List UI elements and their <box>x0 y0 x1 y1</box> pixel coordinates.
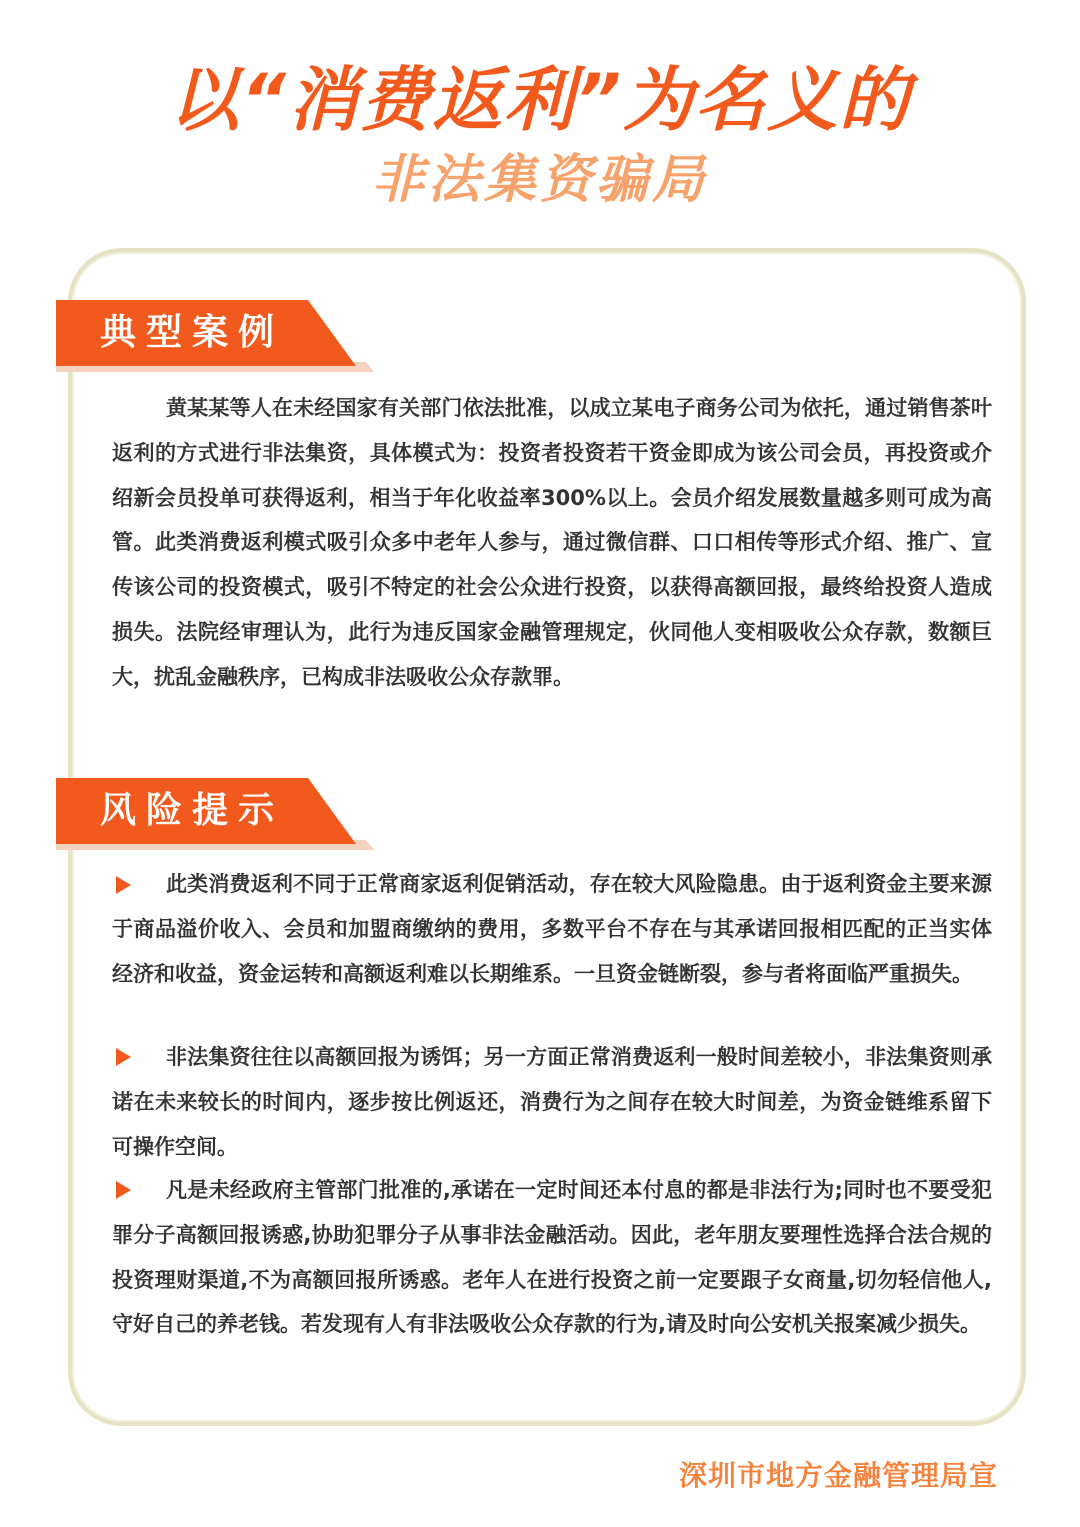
risk-bullet-3: 凡是未经政府主管部门批准的,承诺在一定时间还本付息的都是非法行为;同时也不要受犯罪分子高额回报诱惑,协助犯罪分子从事非法金融活动。因此，老年朋友要理性选择合法合规的投资理财渠道,不为高额回报所诱惑。老年人在进行投资之前一定要跟子女商量,切勿轻信他人,守好自己的养老钱。若发现有人有非法吸收公众存款的行为,请及时向公安机关报案减少损失。 <box>112 1178 992 1337</box>
case-heading: 典型案例 <box>100 312 285 353</box>
issuer-signature: 深圳市地方金融管理局宣 <box>678 1459 998 1492</box>
risk-heading: 风险提示 <box>100 790 285 831</box>
risk-bullet-1: 此类消费返利不同于正常商家返利促销活动，存在较大风险隐患。由于返利资金主要来源于商品溢价收入、会员和加盟商缴纳的费用，多数平台不存在与其承诺回报相匹配的正当实体经济和收益，资金运转和高额返利难以长期维系。一旦资金链断裂，参与者将面临严重损失。 <box>112 872 992 986</box>
poster-subtitle: 非法集资骗局 <box>371 150 708 210</box>
risk-bullet-2: 非法集资往往以高额回报为诱饵；另一方面正常消费返利一般时间差较小，非法集资则承诺在未来较长的时间内，逐步按比例返还，消费行为之间存在较大时间差，为资金链维系留下可操作空间。 <box>112 1045 992 1159</box>
poster-title: 以“消费返利”为名义的 <box>168 59 912 141</box>
case-paragraph: 黄某某等人在未经国家有关部门依法批准，以成立某电子商务公司为依托，通过销售茶叶返利的方式进行非法集资，具体模式为：投资者投资若干资金即成为该公司会员，再投资或介绍新会员投单可获得返利，相当于年化收益率300%以上。会员介绍发展数量越多则可成为高管。此类消费返利模式吸引众多中老年人参与，通过微信群、口口相传等形式介绍、推广、宣传该公司的投资模式，吸引不特定的社会公众进行投资，以获得高额回报，最终给投资人造成损失。法院经审理认为，此行为违反国家金融管理规定，伙同他人变相吸收公众存款，数额巨大，扰乱金融秩序，已构成非法吸收公众存款罪。 <box>112 396 992 689</box>
